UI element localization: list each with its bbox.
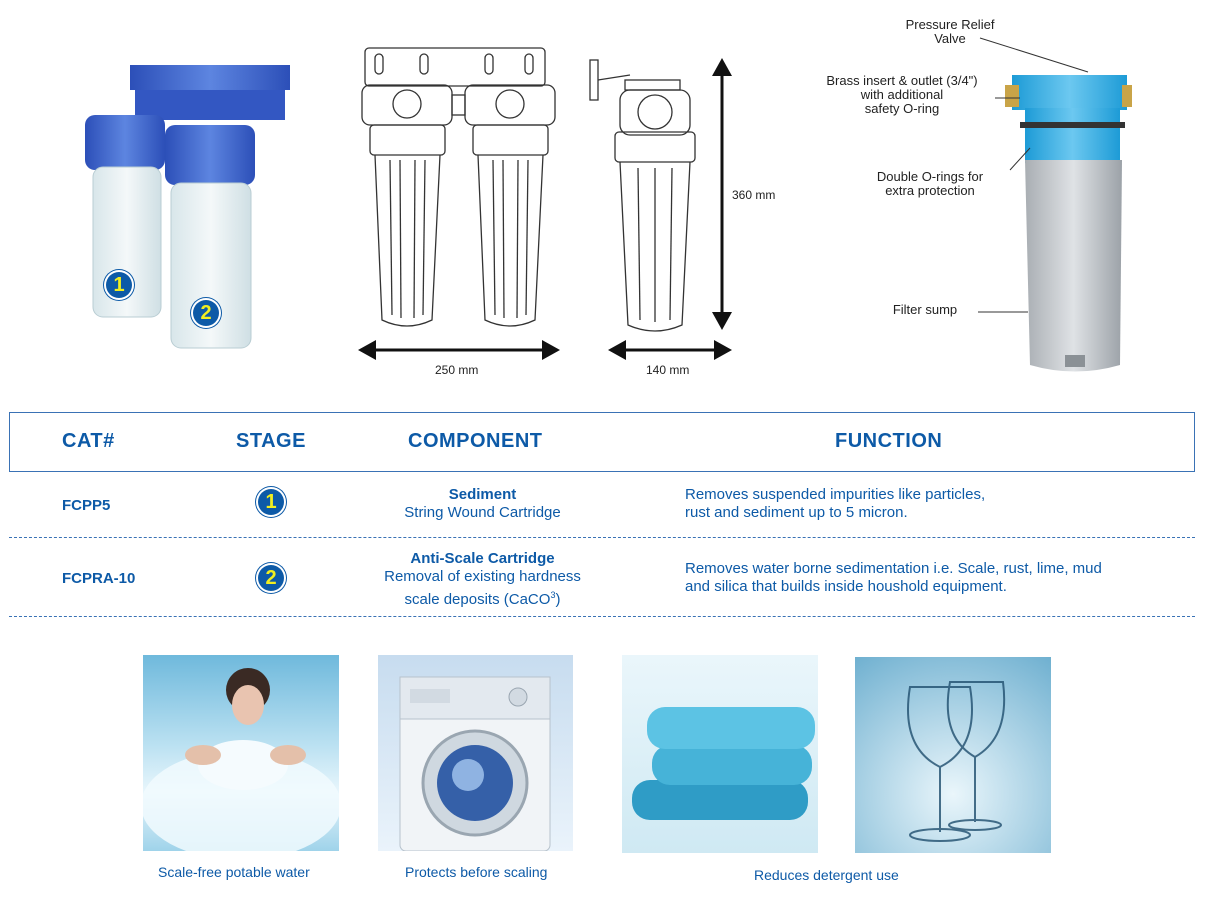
- row1-function: [685, 486, 985, 522]
- bath-caption: Scale-free potable water: [158, 864, 310, 880]
- row-divider-1: [9, 537, 1195, 538]
- row-divider-2: [9, 616, 1195, 617]
- brass-insert-label: Brass insert & outlet (3/4") with additional safety O-ring: [826, 73, 978, 116]
- row2-component-title: Anti-Scale Cartridge: [410, 550, 555, 567]
- row1-function-line1: Removes suspended impurities like particles,: [685, 486, 986, 503]
- filter-product-photo: [75, 55, 305, 355]
- bath-photo: [143, 655, 339, 851]
- row2-function-line1: Removes water borne sedimentation i.e. Scale, rust, lime, mud: [685, 560, 1102, 577]
- height-dimension: 360 mm: [732, 188, 776, 202]
- row1-component-desc: String Wound Cartridge: [404, 504, 561, 521]
- header-component: COMPONENT: [408, 430, 543, 452]
- header-stage: STAGE: [236, 430, 306, 452]
- pressure-relief-label: Pressure Relief Valve: [905, 17, 995, 46]
- callout-leaders: [960, 30, 1100, 330]
- stage-1-badge-photo: 1: [106, 272, 132, 298]
- header-function: FUNCTION: [835, 430, 943, 452]
- double-orings-label: Double O-rings for extra protection: [876, 169, 984, 198]
- row2-function-line2: and silica that builds inside houshold equipment.: [685, 578, 1007, 595]
- row2-cat: FCPRA-10: [62, 570, 136, 587]
- table-header-frame: [9, 412, 1195, 472]
- row2-stage-badge: 2: [258, 565, 284, 591]
- row1-component-title: Sediment: [448, 486, 517, 503]
- row2-function: [685, 560, 1102, 596]
- side-width-dimension: 140 mm: [646, 363, 690, 377]
- washer-photo: [378, 655, 573, 851]
- row1-cat: FCPP5: [62, 497, 111, 514]
- towels-photo: [622, 655, 818, 853]
- technical-drawing: [340, 40, 790, 380]
- row1-stage-badge: 1: [258, 489, 284, 515]
- front-width-dimension: 250 mm: [435, 363, 479, 377]
- stage-2-badge-photo: 2: [193, 300, 219, 326]
- header-cat: CAT#: [62, 430, 115, 452]
- filter-sump-label: Filter sump: [892, 302, 958, 317]
- detergent-caption: Reduces detergent use: [754, 867, 899, 883]
- row2-component-desc: Removal of existing hardness: [384, 568, 581, 585]
- row2-component: [360, 550, 605, 609]
- row1-component: [360, 486, 605, 522]
- row1-function-line2: rust and sediment up to 5 micron.: [685, 504, 908, 521]
- row2-component-desc2: scale deposits (CaCO$^3$): [404, 590, 561, 608]
- glasses-photo: [855, 657, 1051, 853]
- washer-caption: Protects before scaling: [405, 864, 548, 880]
